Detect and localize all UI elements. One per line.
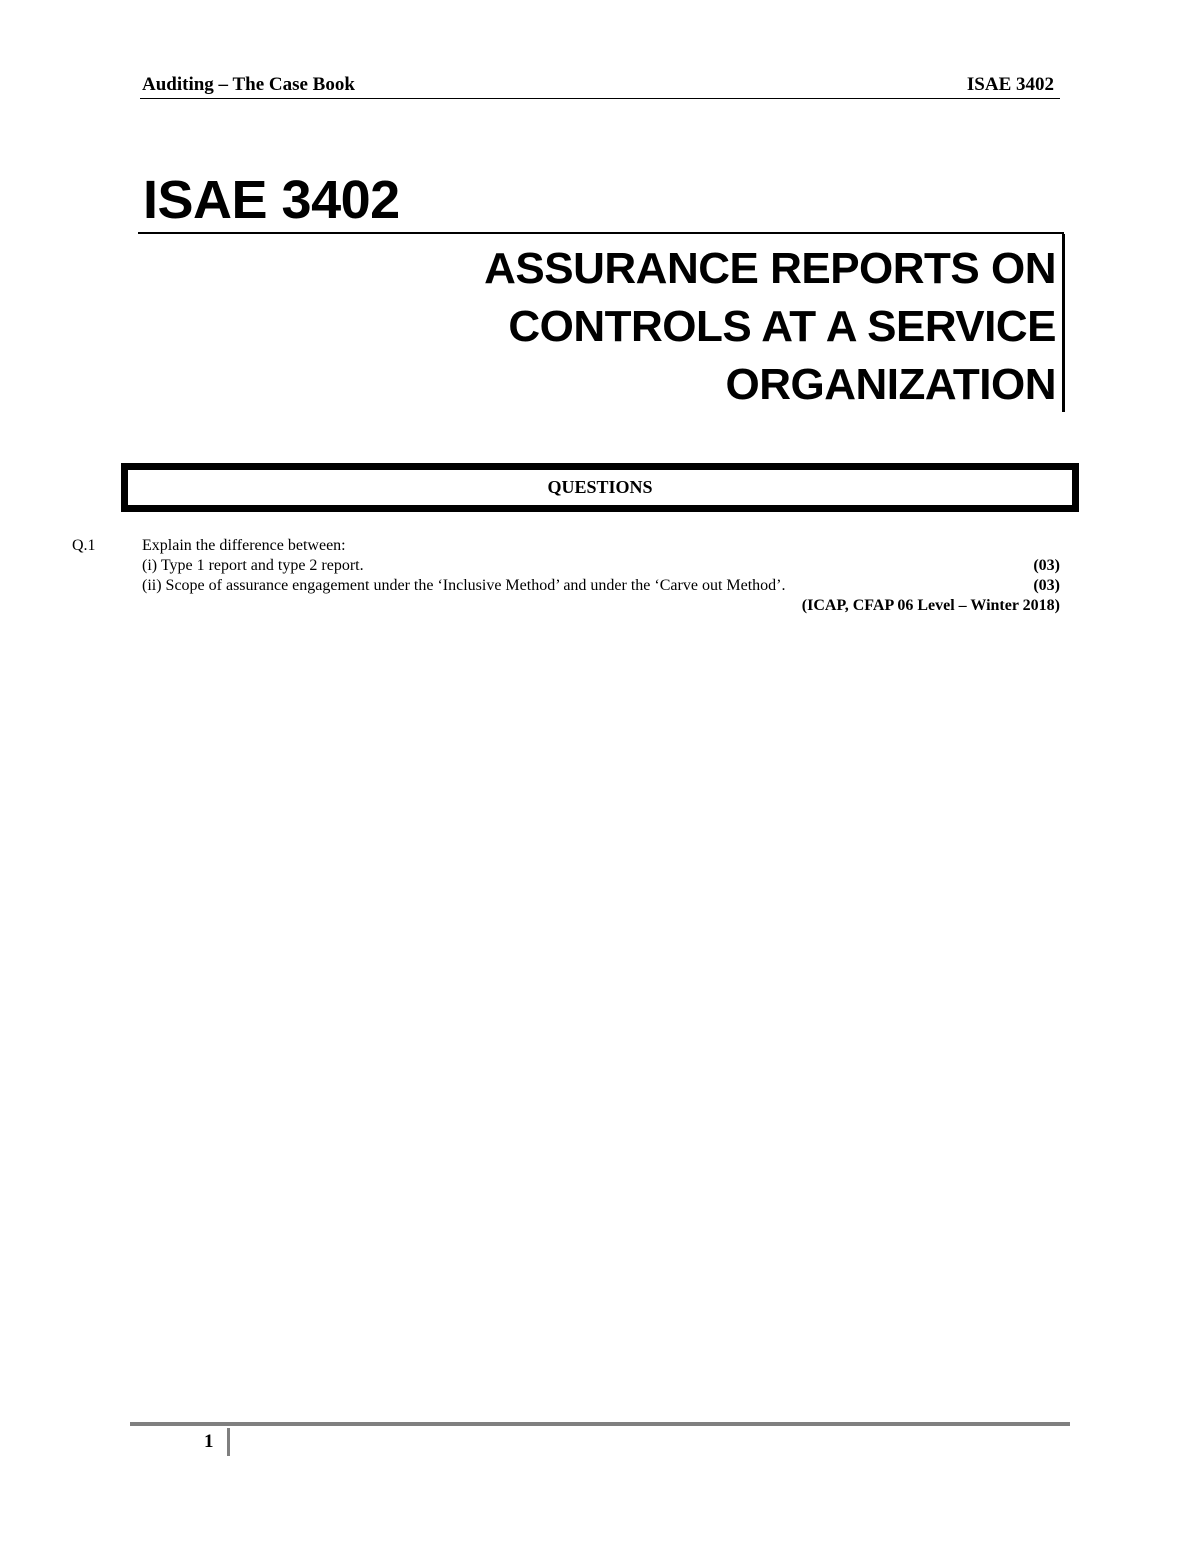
header-book-title: Auditing – The Case Book [142, 74, 355, 95]
title-divider [138, 232, 1064, 234]
question-part-text: (i) Type 1 report and type 2 report. [142, 557, 364, 574]
questions-banner: QUESTIONS [121, 463, 1079, 512]
question-body [142, 536, 1060, 616]
question-part [142, 556, 1060, 576]
question-source: (ICAP, CFAP 06 Level – Winter 2018) [801, 597, 1060, 614]
header-chapter-label: ISAE 3402 [966, 74, 1054, 95]
question-part-text: (ii) Scope of assurance engagement under the ‘Inclusive Method’ and under the ‘Carve out Method’. [142, 577, 786, 594]
question-number: Q.1 [72, 537, 96, 554]
page-number: 1 [204, 1431, 214, 1452]
chapter-subtitle [356, 240, 1056, 414]
title-side-bar [1062, 234, 1065, 412]
subtitle-line: ORGANIZATION [725, 360, 1056, 409]
footer-side-bar [227, 1428, 230, 1456]
question-intro-text: Explain the difference between: [142, 537, 346, 554]
question-part-marks: (03) [1033, 577, 1060, 594]
question-part-marks: (03) [1033, 557, 1060, 574]
chapter-title: ISAE 3402 [143, 170, 400, 230]
subtitle-line: CONTROLS AT A SERVICE [508, 302, 1056, 351]
page-header [140, 72, 1060, 99]
question-part [142, 576, 1060, 596]
subtitle-line: ASSURANCE REPORTS ON [484, 244, 1056, 293]
footer-divider [130, 1422, 1070, 1426]
question-intro [142, 536, 1060, 556]
